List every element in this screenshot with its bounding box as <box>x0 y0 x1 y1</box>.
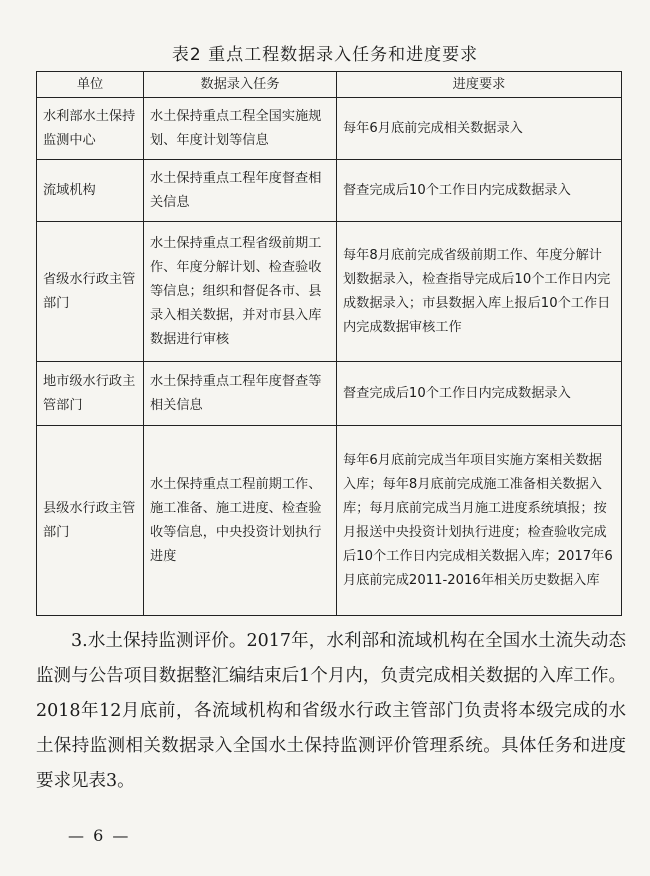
unit-cell: 水利部水土保持监测中心 <box>37 98 144 160</box>
table-caption: 表2 重点工程数据录入任务和进度要求 <box>171 45 479 65</box>
progress-cell: 每年8月底前完成省级前期工作、年度分解计划数据录入，检查指导完成后10个工作日内完成数据录入；市县数据入库上报后10个工作日内完成数据审核工作 <box>337 222 622 362</box>
task-cell: 水土保持重点工程全国实施规划、年度计划等信息 <box>144 98 337 160</box>
table-row <box>37 362 622 426</box>
header-unit: 单位 <box>37 72 144 98</box>
unit-cell: 地市级水行政主管部门 <box>37 362 144 426</box>
progress-cell: 督查完成后10个工作日内完成数据录入 <box>337 160 622 222</box>
table-header-row <box>37 72 622 98</box>
task-cell: 水土保持重点工程前期工作、施工准备、施工进度、检查验收等信息，中央投资计划执行进度 <box>144 426 337 616</box>
task-cell: 水土保持重点工程年度督查相关信息 <box>144 160 337 222</box>
progress-cell: 每年6月底前完成当年项目实施方案相关数据入库；每年8月底前完成施工准备相关数据入库；每月底前完成当月施工进度系统填报；按月报送中央投资计划执行进度；检查验收完成后10个工作日内完成相关数据入库；2017年6月底前完成2011-2016年相关历史数据入库 <box>337 426 622 616</box>
page-number: — 6 — <box>68 826 131 845</box>
progress-cell: 督查完成后10个工作日内完成数据录入 <box>337 362 622 426</box>
body-text <box>36 624 626 799</box>
progress-cell: 每年6月底前完成相关数据录入 <box>337 98 622 160</box>
unit-cell: 省级水行政主管部门 <box>37 222 144 362</box>
header-progress: 进度要求 <box>337 72 622 98</box>
table-row <box>37 98 622 160</box>
table-row <box>37 426 622 616</box>
table-row <box>37 222 622 362</box>
header-task: 数据录入任务 <box>144 72 337 98</box>
unit-cell: 县级水行政主管部门 <box>37 426 144 616</box>
task-cell: 水土保持重点工程年度督查等相关信息 <box>144 362 337 426</box>
table-row <box>37 160 622 222</box>
paragraph: 3.水土保持监测评价。2017年，水利部和流域机构在全国水土流失动态监测与公告项目数据整汇编结束后1个月内，负责完成相关数据的入库工作。2018年12月底前，各流域机构和省级水行政主管部门负责将本级完成的水土保持监测相关数据录入全国水土保持监测评价管理系统。具体任务和进度要求见表3。 <box>36 631 626 791</box>
task-progress-table <box>36 71 622 616</box>
task-cell: 水土保持重点工程省级前期工作、年度分解计划、检查验收等信息；组织和督促各市、县录入相关数据，并对市县入库数据进行审核 <box>144 222 337 362</box>
unit-cell: 流域机构 <box>37 160 144 222</box>
